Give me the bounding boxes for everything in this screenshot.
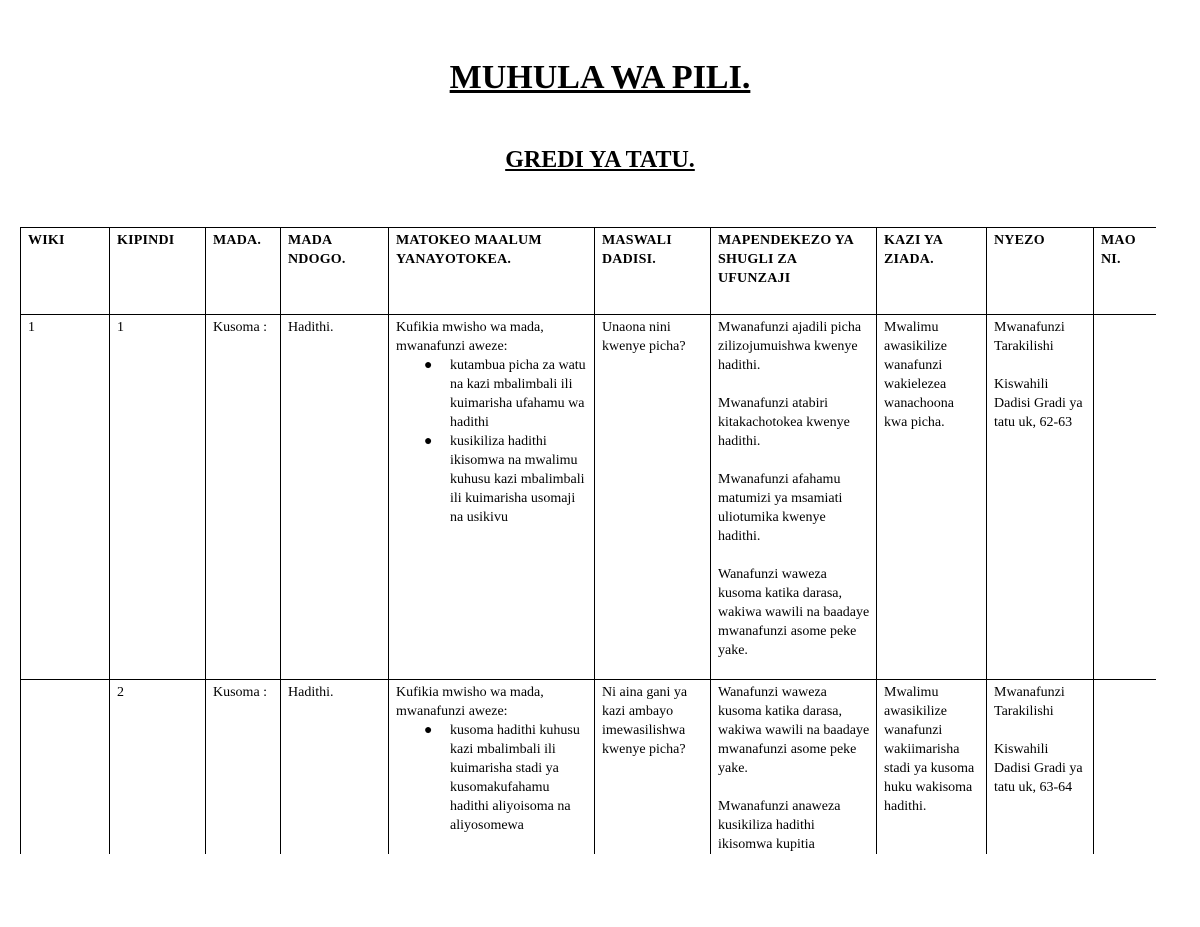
list-item-text: kusikiliza hadithi ikisomwa na mwalimu kuhusu kazi mbalimbali ili kuimarisha usomaji na usikivu — [450, 434, 585, 525]
cell-mapendekezo — [711, 315, 877, 680]
header-kipindi: KIPINDI — [110, 228, 206, 315]
cell-maoni — [1094, 680, 1157, 855]
document-title: MUHULA WA PILI. — [449, 59, 751, 96]
list-item-text: kusoma hadithi kuhusu kazi mbalimbali ili kuimarisha stadi ya kusomakufahamu hadithi aliyoisoma na aliyosomewa — [450, 723, 580, 833]
scheme-of-work-table-wrapper — [20, 227, 1156, 854]
cell-maswali: Ni aina gani ya kazi ambayo imewasilishwa kwenye picha? — [595, 680, 711, 855]
cell-kazi-ya-ziada: Mwalimu awasikilize wanafunzi wakiimarisha stadi ya kusoma huku wakisoma hadithi. — [877, 680, 987, 855]
cell-mada: Kusoma : — [206, 680, 281, 855]
cell-wiki — [21, 680, 110, 855]
mapendekezo-paragraph: Mwanafunzi anaweza kusikiliza hadithi ikisomwa kupitia — [718, 799, 841, 852]
mapendekezo-paragraph: Wanafunzi waweza kusoma katika darasa, wakiwa wawili na baadaye mwanafunzi asome peke yake. — [718, 685, 870, 776]
list-item — [424, 721, 588, 835]
mapendekezo-paragraph: Mwanafunzi ajadili picha zilizojumuishwa kwenye hadithi. — [718, 320, 862, 373]
list-item-text: kutambua picha za watu na kazi mbalimbali ili kuimarisha ufahamu wa hadithi — [450, 358, 586, 430]
matokeo-intro: Kufikia mwisho wa mada, mwanafunzi aweze: — [396, 320, 544, 354]
cell-matokeo — [389, 680, 595, 855]
header-matokeo: MATOKEO MAALUM YANAYOTOKEA. — [389, 228, 595, 315]
matokeo-list — [396, 721, 588, 835]
scheme-of-work-table — [20, 227, 1156, 854]
mapendekezo-paragraph: Mwanafunzi afahamu matumizi ya msamiati uliotumika kwenye hadithi. — [718, 472, 843, 544]
nyezo-line: Kiswahili Dadisi Gradi ya tatu uk, 62-63 — [994, 377, 1083, 430]
cell-nyezo — [987, 315, 1094, 680]
header-mapendekezo: MAPENDEKEZO YA SHUGLI ZA UFUNZAJI — [711, 228, 877, 315]
document-subtitle: GREDI YA TATU. — [505, 147, 695, 173]
cell-mapendekezo — [711, 680, 877, 855]
header-nyezo: NYEZO — [987, 228, 1094, 315]
header-kazi-ya-ziada: KAZI YA ZIADA. — [877, 228, 987, 315]
nyezo-line: Kiswahili Dadisi Gradi ya tatu uk, 63-64 — [994, 742, 1083, 795]
mapendekezo-paragraph: Wanafunzi waweza kusoma katika darasa, wakiwa wawili na baadaye mwanafunzi asome peke yake. — [718, 567, 870, 658]
table-row — [21, 315, 1157, 680]
cell-mada-ndogo: Hadithi. — [281, 315, 389, 680]
cell-matokeo — [389, 315, 595, 680]
cell-mada: Kusoma : — [206, 315, 281, 680]
header-mada: MADA. — [206, 228, 281, 315]
header-wiki: WIKI — [21, 228, 110, 315]
table-header-row — [21, 228, 1157, 315]
nyezo-line: Mwanafunzi Tarakilishi — [994, 320, 1065, 354]
cell-maswali: Unaona nini kwenye picha? — [595, 315, 711, 680]
header-maswali: MASWALI DADISI. — [595, 228, 711, 315]
bullet-icon: ● — [424, 723, 433, 738]
nyezo-line: Mwanafunzi Tarakilishi — [994, 685, 1065, 719]
header-maoni: MAO NI. — [1094, 228, 1157, 315]
cell-kipindi: 1 — [110, 315, 206, 680]
header-mada-ndogo: MADA NDOGO. — [281, 228, 389, 315]
cell-maoni — [1094, 315, 1157, 680]
cell-wiki: 1 — [21, 315, 110, 680]
cell-kazi-ya-ziada: Mwalimu awasikilize wanafunzi wakielezea wanachoona kwa picha. — [877, 315, 987, 680]
cell-nyezo — [987, 680, 1094, 855]
cell-kipindi: 2 — [110, 680, 206, 855]
list-item — [424, 432, 588, 527]
table-row — [21, 680, 1157, 855]
matokeo-list — [396, 356, 588, 527]
mapendekezo-paragraph: Mwanafunzi atabiri kitakachotokea kwenye hadithi. — [718, 396, 850, 449]
cell-mada-ndogo: Hadithi. — [281, 680, 389, 855]
matokeo-intro: Kufikia mwisho wa mada, mwanafunzi aweze: — [396, 685, 544, 719]
bullet-icon: ● — [424, 434, 433, 449]
bullet-icon: ● — [424, 358, 433, 373]
list-item — [424, 356, 588, 432]
